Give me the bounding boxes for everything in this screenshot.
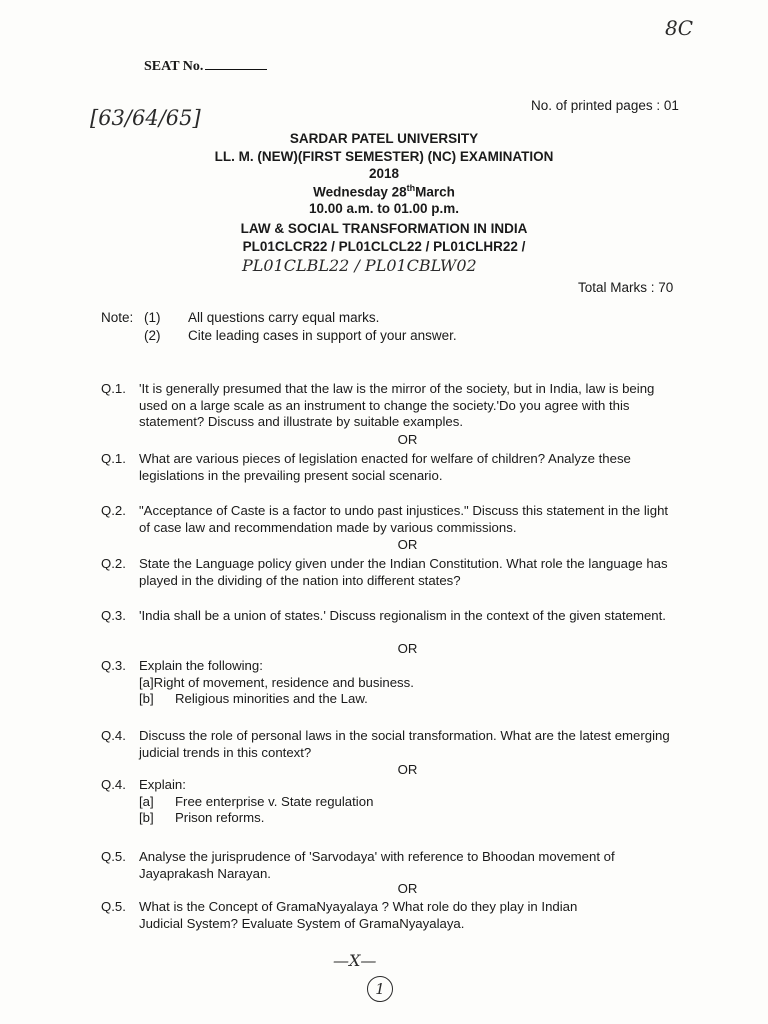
sub-item: [a]Right of movement, residence and business. [139, 674, 414, 690]
exam-title: LL. M. (NEW)(FIRST SEMESTER) (NC) EXAMINATION [214, 149, 554, 164]
question-q2-alt: Q.2. State the Language policy given under the Indian Constitution. What role the language has played in the dividing of the nation into different states? [101, 556, 668, 588]
seat-number-label: SEAT No. [144, 59, 267, 75]
exam-time: 10.00 a.m. to 01.00 p.m. [308, 201, 460, 216]
question-q2: Q.2. "Acceptance of Caste is a factor to undo past injustices." Discuss this statement in the light of case law and recommendation made by various commissions. [101, 503, 669, 535]
corner-handwritten-mark: 8C [665, 16, 694, 40]
subject-codes: PL01CLCR22 / PL01CLCL22 / PL01CLHR22 / [242, 239, 526, 254]
question-q1: Q.1. 'It is generally presumed that the law is the mirror of the society, but in India, law is being used on a large scale as an instrument to change the society.'Do you agree with this statement? Discuss and illustrate by suitable examples. [101, 381, 655, 429]
question-q3: Q.3. 'India shall be a union of states.' Discuss regionalism in the context of the given statement. [101, 608, 666, 623]
or-separator: OR [397, 537, 418, 552]
sub-item: [b] Prison reforms. [139, 810, 265, 825]
question-q4: Q.4. Discuss the role of personal laws in the social transformation. What are the latest emerging judicial trends in this context? [101, 728, 670, 760]
or-separator: OR [397, 762, 418, 777]
university-name: SARDAR PATEL UNIVERSITY [289, 131, 479, 146]
exam-year: 2018 [368, 166, 400, 181]
sub-item: [a] Free enterprise v. State regulation [139, 793, 374, 809]
sub-item: [b] Religious minorities and the Law. [139, 691, 368, 706]
question-q3-alt: Q.3. Explain the following: [a]Right of movement, residence and business. [b] Religious minorities and the Law. [101, 658, 681, 708]
subject-title: LAW & SOCIAL TRANSFORMATION IN INDIA [240, 221, 528, 236]
exam-date: Wednesday 28thMarch [313, 183, 455, 200]
paper-codes-handwritten: [63/64/65] [90, 106, 201, 130]
or-separator: OR [397, 432, 418, 447]
question-q4-alt: Q.4. Explain: [a] Free enterprise v. State regulation [b] Prison reforms. [101, 777, 681, 827]
note-label: Note: [101, 310, 134, 325]
question-q5-alt: Q.5. What is the Concept of GramaNyayalaya ? What role do they play in Indian Judicial System? Evaluate System of GramaNyayalaya. [101, 899, 578, 931]
note-item: (2) Cite leading cases in support of your answer. [144, 328, 457, 343]
page-number-circled: 1 [367, 976, 393, 1002]
end-of-paper-mark: —X— [333, 951, 377, 970]
subject-codes-handwritten: PL01CLBL22 / PL01CBLW02 [242, 256, 477, 275]
question-q5: Q.5. Analyse the jurisprudence of 'Sarvodaya' with reference to Bhoodan movement of Jayaprakash Narayan. [101, 849, 615, 881]
question-q1-alt: Q.1. What are various pieces of legislation enacted for welfare of children? Analyze these legislations in the prevailing present social scenario. [101, 451, 631, 483]
or-separator: OR [397, 641, 418, 656]
total-marks: Total Marks : 70 [578, 280, 674, 295]
or-separator: OR [397, 881, 418, 896]
note-item: (1) All questions carry equal marks. [144, 310, 380, 325]
seat-number-blank[interactable] [205, 69, 267, 70]
printed-pages: No. of printed pages : 01 [531, 98, 679, 113]
